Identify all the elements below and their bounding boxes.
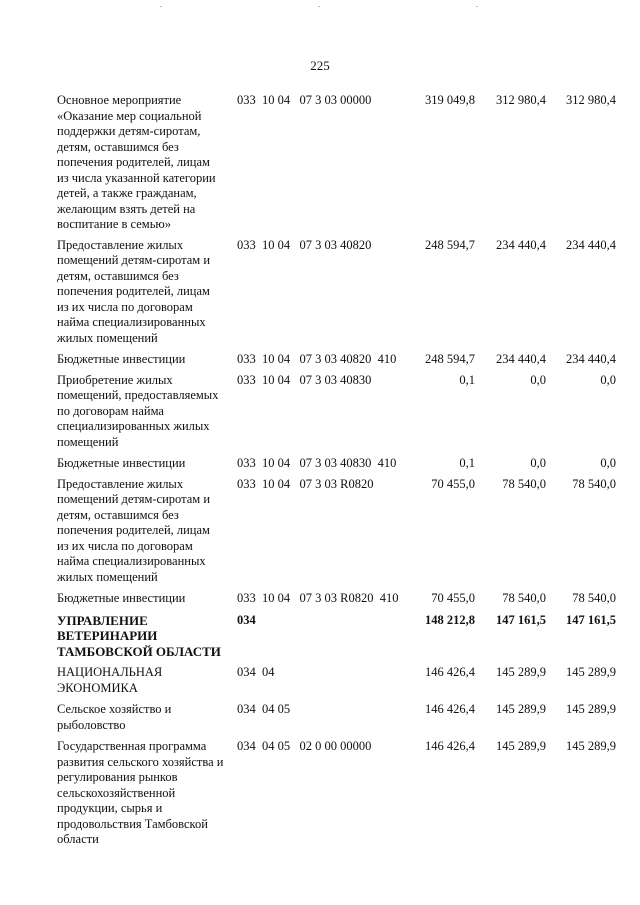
row-value-2: 312 980,4 <box>496 93 546 107</box>
row-code: 033 10 04 07 3 03 40830 410 <box>237 456 397 470</box>
row-value-3: 234 440,4 <box>566 352 616 366</box>
row-code: 034 <box>237 612 256 627</box>
row-code: 033 10 04 07 3 03 R0820 <box>237 476 374 491</box>
row-value-3: 78 540,0 <box>572 591 616 605</box>
row-code: 033 10 04 07 3 03 40820 410 <box>237 352 397 366</box>
row-value-1: 0,1 <box>459 456 475 470</box>
row-value-1: 319 049,8 <box>425 93 475 107</box>
row-value-1: 248 594,7 <box>425 237 475 252</box>
table-row <box>57 739 622 848</box>
row-name: Бюджетные инвестиции <box>57 456 186 470</box>
row-value-1: 0,1 <box>459 372 475 387</box>
scan-speck <box>318 6 320 7</box>
row-code: 033 10 04 07 3 03 00000 <box>237 93 372 107</box>
row-value-1: 70 455,0 <box>431 476 475 491</box>
row-name: Сельское хозяйство и рыболовство <box>57 702 172 732</box>
row-value-2: 234 440,4 <box>496 237 546 252</box>
row-name: Бюджетные инвестиции <box>57 591 186 605</box>
row-value-1: 146 426,4 <box>425 665 475 679</box>
row-value-3: 312 980,4 <box>566 93 616 107</box>
row-value-3: 147 161,5 <box>566 612 616 627</box>
row-value-3: 145 289,9 <box>566 739 616 753</box>
row-value-2: 145 289,9 <box>496 739 546 753</box>
row-value-1: 70 455,0 <box>431 591 475 605</box>
row-value-3: 78 540,0 <box>572 476 616 491</box>
row-value-2: 147 161,5 <box>496 612 546 627</box>
table-row <box>57 477 622 586</box>
row-value-2: 0,0 <box>530 456 546 470</box>
row-name: Бюджетные инвестиции <box>57 352 186 366</box>
table-row <box>57 456 622 472</box>
row-value-1: 148 212,8 <box>425 612 475 627</box>
row-code: 033 10 04 07 3 03 40830 <box>237 372 372 387</box>
row-value-2: 78 540,0 <box>502 591 546 605</box>
table-row <box>57 238 622 347</box>
row-name: Предоставление жилых помещений детям-сиротам и детям, оставшимся без попечения родителей, лицам из их числа по договорам найма специализированных жилых помещений <box>57 476 211 584</box>
row-value-2: 78 540,0 <box>502 476 546 491</box>
page-number: 225 <box>310 58 330 73</box>
table-row <box>57 702 622 733</box>
row-value-2: 145 289,9 <box>496 702 546 716</box>
table-row <box>57 665 622 696</box>
row-name: Приобретение жилых помещений, предоставляемых по договорам найма специализированных жилых помещений <box>57 372 219 449</box>
budget-table <box>57 93 622 848</box>
row-value-3: 145 289,9 <box>566 665 616 679</box>
row-value-2: 0,0 <box>530 372 546 387</box>
row-code: 034 04 05 02 0 00 00000 <box>237 739 372 753</box>
scan-speck <box>160 6 162 7</box>
table-row <box>57 591 622 607</box>
row-value-3: 0,0 <box>600 456 616 470</box>
row-name: Предоставление жилых помещений детям-сиротам и детям, оставшимся без попечения родителей, лицам из их числа по договорам найма специализированных жилых помещений <box>57 237 211 345</box>
row-value-2: 145 289,9 <box>496 665 546 679</box>
table-row <box>57 352 622 368</box>
scan-speck <box>476 6 478 7</box>
row-value-1: 146 426,4 <box>425 739 475 753</box>
row-name: УПРАВЛЕНИЕ ВЕТЕРИНАРИИ ТАМБОВСКОЙ ОБЛАСТИ <box>57 612 221 659</box>
row-value-1: 248 594,7 <box>425 352 475 366</box>
table-row-department <box>57 613 622 660</box>
row-name: НАЦИОНАЛЬНАЯ ЭКОНОМИКА <box>57 665 163 695</box>
table-row <box>57 373 622 451</box>
row-value-2: 234 440,4 <box>496 352 546 366</box>
table-row <box>57 93 622 233</box>
row-code: 033 10 04 07 3 03 40820 <box>237 237 372 252</box>
row-value-3: 234 440,4 <box>566 237 616 252</box>
row-code: 033 10 04 07 3 03 R0820 410 <box>237 591 399 605</box>
row-name: Государственная программа развития сельского хозяйства и регулирования рынков сельскохозяйственной продукции, сырья и продовольствия Тамбовской области <box>57 739 224 846</box>
row-name: Основное мероприятие «Оказание мер социальной поддержки детям-сиротам, детям, оставшимся без попечения родителей, лицам из числа указанной категории детей, а также гражданам, желающим взять детей на воспитание в семью» <box>57 93 216 231</box>
row-value-3: 0,0 <box>600 372 616 387</box>
row-value-3: 145 289,9 <box>566 702 616 716</box>
row-code: 034 04 <box>237 665 275 679</box>
row-code: 034 04 05 <box>237 702 291 716</box>
row-value-1: 146 426,4 <box>425 702 475 716</box>
